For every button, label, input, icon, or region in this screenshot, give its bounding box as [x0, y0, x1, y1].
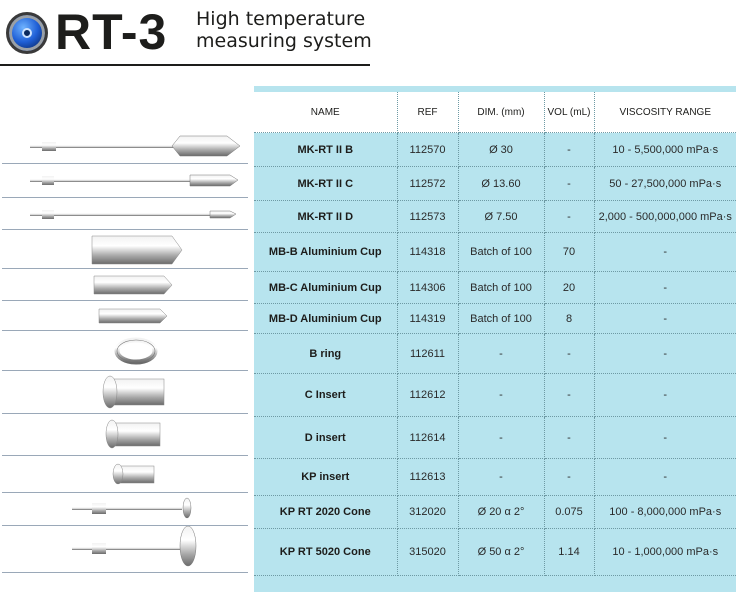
- cell-ref: 114306: [397, 272, 458, 304]
- cell-viscosity: -: [594, 417, 736, 459]
- cell-ref: 114319: [397, 304, 458, 334]
- cell-dim: Ø 30: [458, 133, 544, 167]
- cell-ref: 315020: [397, 529, 458, 576]
- cell-name: B ring: [254, 334, 397, 374]
- product-table: [254, 92, 736, 576]
- cell-name: KP RT 5020 Cone: [254, 529, 397, 576]
- cell-vol: -: [544, 133, 594, 167]
- cell-dim: -: [458, 334, 544, 374]
- cell-viscosity: 50 - 27,500,000 mPa·s: [594, 167, 736, 201]
- image-row: [2, 130, 248, 164]
- cone-5020-icon: [2, 526, 248, 572]
- table-row: [254, 167, 736, 201]
- spindle-b-icon: [2, 130, 248, 163]
- cell-viscosity: -: [594, 334, 736, 374]
- cell-name: MK-RT II D: [254, 201, 397, 233]
- cell-name: KP RT 2020 Cone: [254, 496, 397, 529]
- table-row: [254, 304, 736, 334]
- cell-dim: -: [458, 374, 544, 417]
- cell-dim: Ø 7.50: [458, 201, 544, 233]
- cell-viscosity: -: [594, 459, 736, 496]
- image-row: [2, 301, 248, 331]
- cell-name: MB-C Aluminium Cup: [254, 272, 397, 304]
- page-subtitle: [196, 8, 372, 52]
- image-row: [2, 269, 248, 301]
- cell-vol: 20: [544, 272, 594, 304]
- image-row: [2, 230, 248, 269]
- cell-vol: 8: [544, 304, 594, 334]
- cell-viscosity: -: [594, 233, 736, 272]
- cell-name: MB-B Aluminium Cup: [254, 233, 397, 272]
- cell-vol: 1.14: [544, 529, 594, 576]
- insert-d-icon: [2, 414, 248, 455]
- cell-viscosity: 100 - 8,000,000 mPa·s: [594, 496, 736, 529]
- cell-name: MK-RT II B: [254, 133, 397, 167]
- table-row: [254, 334, 736, 374]
- cell-vol: -: [544, 201, 594, 233]
- image-row: [2, 526, 248, 573]
- spindle-c-icon: [2, 164, 248, 197]
- cell-dim: -: [458, 459, 544, 496]
- cell-name: D insert: [254, 417, 397, 459]
- cell-vol: 0.075: [544, 496, 594, 529]
- col-header-name: NAME: [254, 92, 397, 133]
- header-rule: [0, 64, 370, 66]
- cup-c-icon: [2, 269, 248, 300]
- cell-ref: 114318: [397, 233, 458, 272]
- image-row: [2, 164, 248, 198]
- brand-logo-icon: [6, 12, 48, 54]
- page-title: RT-3: [55, 4, 168, 60]
- cell-name: KP insert: [254, 459, 397, 496]
- cell-ref: 112612: [397, 374, 458, 417]
- cell-ref: 112570: [397, 133, 458, 167]
- cell-dim: -: [458, 417, 544, 459]
- cell-name: C Insert: [254, 374, 397, 417]
- cell-ref: 112572: [397, 167, 458, 201]
- cell-viscosity: -: [594, 272, 736, 304]
- cone-2020-icon: [2, 493, 248, 525]
- cell-ref: 312020: [397, 496, 458, 529]
- table-header-row: [254, 92, 736, 133]
- cell-ref: 112611: [397, 334, 458, 374]
- cell-vol: -: [544, 417, 594, 459]
- cell-viscosity: 2,000 - 500,000,000 mPa·s: [594, 201, 736, 233]
- page-header: [0, 0, 738, 70]
- cell-vol: -: [544, 334, 594, 374]
- table-row: [254, 272, 736, 304]
- image-row: [2, 331, 248, 371]
- image-row: [2, 493, 248, 526]
- table-row: [254, 374, 736, 417]
- cell-dim: Batch of 100: [458, 304, 544, 334]
- cell-viscosity: 10 - 1,000,000 mPa·s: [594, 529, 736, 576]
- image-row: [2, 198, 248, 230]
- table-row: [254, 201, 736, 233]
- col-header-ref: REF: [397, 92, 458, 133]
- table-row: [254, 133, 736, 167]
- cell-ref: 112614: [397, 417, 458, 459]
- cell-name: MB-D Aluminium Cup: [254, 304, 397, 334]
- subtitle-line-2: measuring system: [196, 30, 372, 52]
- cell-vol: -: [544, 459, 594, 496]
- cell-name: MK-RT II C: [254, 167, 397, 201]
- cell-dim: Ø 20 α 2°: [458, 496, 544, 529]
- insert-c-icon: [2, 371, 248, 413]
- col-header-vol: VOL (mL): [544, 92, 594, 133]
- cup-d-icon: [2, 301, 248, 330]
- cell-vol: -: [544, 374, 594, 417]
- table-row: [254, 529, 736, 576]
- cell-vol: -: [544, 167, 594, 201]
- table-row: [254, 459, 736, 496]
- cell-dim: Ø 50 α 2°: [458, 529, 544, 576]
- ring-icon: [2, 331, 248, 370]
- insert-kp-icon: [2, 456, 248, 492]
- col-header-viscosity: VISCOSITY RANGE: [594, 92, 736, 133]
- table-row: [254, 233, 736, 272]
- cell-viscosity: -: [594, 374, 736, 417]
- image-row: [2, 371, 248, 414]
- col-header-dim: DIM. (mm): [458, 92, 544, 133]
- cell-ref: 112573: [397, 201, 458, 233]
- cell-dim: Ø 13.60: [458, 167, 544, 201]
- cell-vol: 70: [544, 233, 594, 272]
- cell-ref: 112613: [397, 459, 458, 496]
- image-row: [2, 456, 248, 493]
- cell-viscosity: 10 - 5,500,000 mPa·s: [594, 133, 736, 167]
- cup-b-icon: [2, 230, 248, 268]
- cell-dim: Batch of 100: [458, 272, 544, 304]
- image-row: [2, 414, 248, 456]
- spindle-d-icon: [2, 198, 248, 229]
- subtitle-line-1: High temperature: [196, 8, 366, 30]
- table-row: [254, 417, 736, 459]
- cell-viscosity: -: [594, 304, 736, 334]
- table-row: [254, 496, 736, 529]
- cell-dim: Batch of 100: [458, 233, 544, 272]
